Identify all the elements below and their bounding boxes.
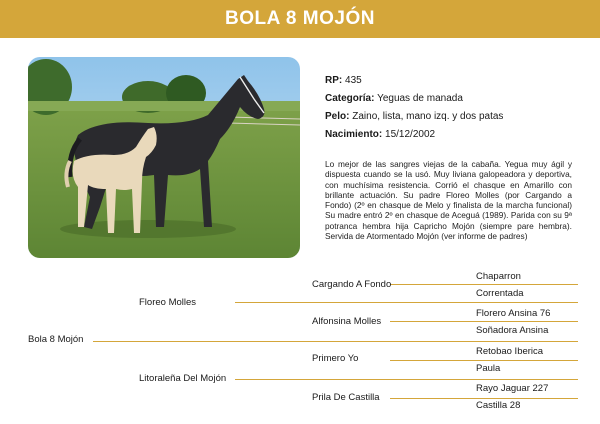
rp-value: 435 <box>345 75 362 86</box>
nacimiento-label: Nacimiento: <box>325 129 383 140</box>
pedigree-line-dam <box>235 379 578 380</box>
nacimiento-row <box>325 126 575 144</box>
pedigree-line-dam-sire <box>390 360 578 361</box>
pedigree-sire-sire: Cargando A Fondo <box>312 279 392 290</box>
title-banner <box>0 0 600 38</box>
pedigree-ggp-3: Florero Ansina 76 <box>476 308 551 319</box>
rp-row <box>325 72 575 90</box>
pedigree-line-subject <box>93 341 578 342</box>
nacimiento-value: 15/12/2002 <box>385 129 436 140</box>
page-title: BOLA 8 MOJÓN <box>225 8 375 29</box>
rp-label: RP: <box>325 75 343 86</box>
pedigree-ggp-6: Paula <box>476 363 501 374</box>
pelo-label: Pelo: <box>325 111 350 122</box>
pedigree-line-dam-dam <box>390 398 578 399</box>
categoria-row <box>325 90 575 108</box>
pedigree-dam: Litoraleña Del Mojón <box>139 373 227 384</box>
pedigree-line-sire-sire <box>390 284 578 285</box>
pelo-row <box>325 108 575 126</box>
categoria-label: Categoría: <box>325 93 375 104</box>
horse-details <box>325 72 575 144</box>
horse-photo <box>28 57 300 258</box>
horse-photo-icon <box>28 57 300 258</box>
pedigree-sire: Floreo Molles <box>139 297 197 308</box>
pedigree-dam-dam: Prila De Castilla <box>312 392 380 403</box>
pelo-value: Zaino, lista, mano izq. y dos patas <box>352 111 504 122</box>
pedigree-ggp-8: Castilla 28 <box>476 400 521 411</box>
pedigree-sire-dam: Alfonsina Molles <box>312 316 382 327</box>
pedigree-ggp-5: Retobao Iberica <box>476 346 544 357</box>
pedigree-dam-sire: Primero Yo <box>312 353 359 364</box>
pedigree-ggp-4: Soñadora Ansina <box>476 325 549 336</box>
pedigree-ggp-7: Rayo Jaguar 227 <box>476 383 549 394</box>
pedigree-line-sire <box>235 302 578 303</box>
pedigree-ggp-1: Chaparron <box>476 271 521 282</box>
horse-description: Lo mejor de las sangres viejas de la cabaña. Yegua muy ágil y dispuesta cuando se la usó. Muy liviana galopeadora y deportiva, con muchísima resistencia. Corrió el chasque en Amarillo con brillante actuación. Su padre Floreo Molles (por Cargando a Fondo) (2º en chasque de Melo y finalista de la marcha funcional) Su madre entró 2º en chasque de Aceguá (1989). Parida con su 9ª potranca hembra hija Capricho Mojón (siempre pare hembra). Servida de Atormentado Mojón (ver informe de padres) <box>325 159 572 242</box>
pedigree-subject: Bola 8 Mojón <box>28 334 84 345</box>
pedigree-ggp-2: Correntada <box>476 288 524 299</box>
categoria-value: Yeguas de manada <box>377 93 463 104</box>
pedigree-line-sire-dam <box>390 321 578 322</box>
